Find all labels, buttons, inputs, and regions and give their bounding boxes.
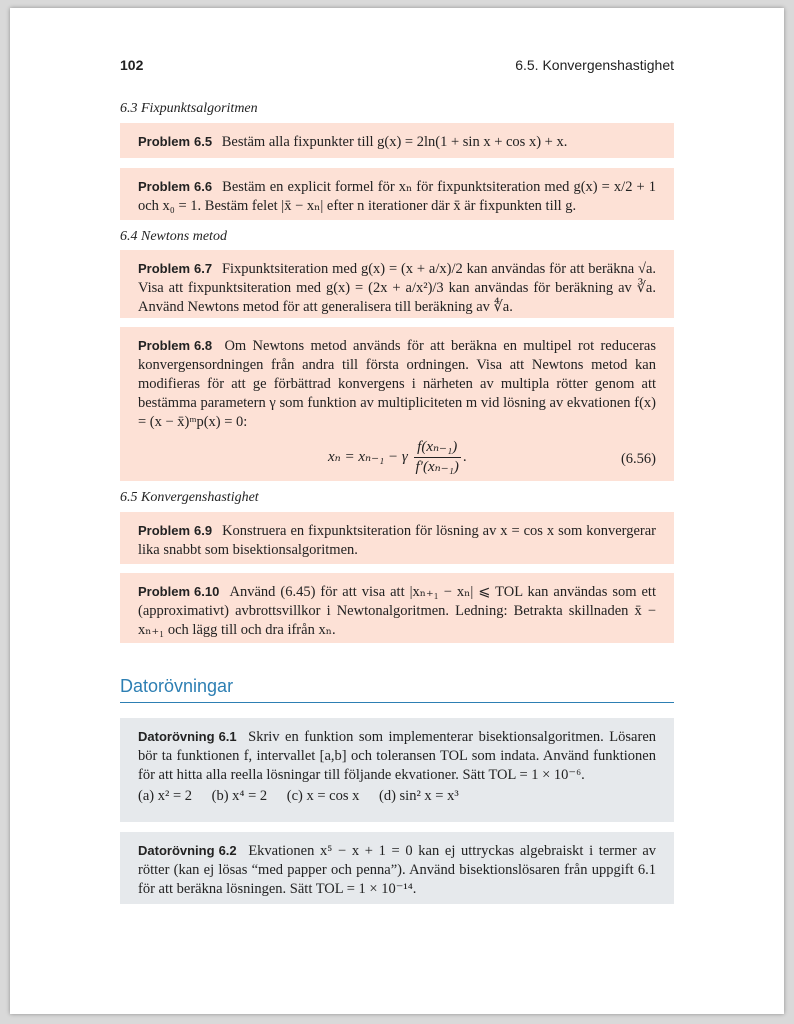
running-title: 6.5. Konvergenshastighet <box>515 57 674 73</box>
problem-6-7 <box>120 250 674 318</box>
problem-text: Bestäm en explicit formel för xₙ för fixpunktsiteration med g(x) = x/2 + 1 och x₀ = 1. Bestäm felet |x̄ − xₙ| efter n iterationer där x̄ är fixpunkten till g. <box>138 179 656 214</box>
equation-number: (6.56) <box>620 451 656 467</box>
option-a: (a) x² = 2 <box>138 788 192 804</box>
option-b: (b) x⁴ = 2 <box>211 788 268 804</box>
problem-6-9 <box>120 512 674 564</box>
problem-text: Använd (6.45) för att visa att |xₙ₊₁ − xₙ| ⩽ TOL kan användas som ett (approximativt) avbrottsvillkor i Newtonalgoritmen. Ledning: Betrakta skillnaden x̄ − xₙ₊₁ och lägg till och dra ifrån xₙ. <box>138 584 656 638</box>
exercise-options <box>138 787 656 806</box>
equation-fraction <box>414 438 461 477</box>
problem-label: Problem 6.10 <box>138 584 220 599</box>
exercise-text: Ekvationen x⁵ − x + 1 = 0 kan ej uttryckas algebraiskt i termer av rötter (kan ej lösas “med papper och penna”). Använd bisektionslösaren från uppgift 6.1 för att beräkna lösningen. Sätt TOL = 1 × 10⁻¹⁴. <box>138 843 656 897</box>
problem-label: Problem 6.7 <box>138 261 213 276</box>
problem-label: Problem 6.6 <box>138 179 213 194</box>
problem-label: Problem 6.9 <box>138 523 213 538</box>
equation-lhs: xₙ = xₙ₋₁ − γ <box>328 448 408 465</box>
problem-text: Om Newtons metod används för att beräkna en multipel rot reduceras konvergensordningen från andra till första ordningen. Visa att Newtons metod kan modifieras för att ge förbättrad konvergens i närheten av multipla rötter genom att bestämma parametern γ som funktion av multipliciteten m vid lösning av ekvationen f(x) = (x − x̄)ᵐp(x) = 0: <box>138 338 656 430</box>
equation-denominator: f′(xₙ₋₁) <box>415 459 459 475</box>
problem-label: Problem 6.8 <box>138 338 213 353</box>
chapter-heading: Datorövningar <box>120 676 674 703</box>
problem-label: Problem 6.5 <box>138 134 213 149</box>
section-heading-6-4: 6.4 Newtons metod <box>120 229 227 244</box>
equation-6-56 <box>138 436 656 482</box>
problem-6-8 <box>120 327 674 481</box>
section-heading-6-3: 6.3 Fixpunktsalgoritmen <box>120 101 258 116</box>
equation-numerator: f(xₙ₋₁) <box>414 438 461 458</box>
section-heading-6-5: 6.5 Konvergenshastighet <box>120 490 259 505</box>
exercise-label: Datorövning 6.1 <box>138 729 237 744</box>
problem-6-6 <box>120 168 674 220</box>
problem-text: Konstruera en fixpunktsiteration för lösning av x = cos x som konvergerar lika snabbt som bisektionsalgoritmen. <box>138 523 657 558</box>
option-d: (d) sin² x = x³ <box>379 788 459 804</box>
option-c: (c) x = cos x <box>286 788 360 804</box>
problem-text: Fixpunktsiteration med g(x) = (x + a/x)/2 kan användas för att beräkna √a. Visa att fixpunktsiteration med g(x) = (2x + a/x²)/3 kan användas för beräkning av ∛a. Använd Newtons metod för att generalisera till beräkning av ∜a. <box>138 261 657 315</box>
running-header <box>120 57 674 77</box>
page-number: 102 <box>120 57 144 73</box>
exercise-label: Datorövning 6.2 <box>138 843 237 858</box>
exercise-6-1 <box>120 718 674 822</box>
problem-6-10 <box>120 573 674 643</box>
problem-6-5 <box>120 123 674 158</box>
equation-tail: . <box>462 448 467 465</box>
exercise-text: Skriv en funktion som implementerar bisektionsalgoritmen. Lösaren bör ta funktionen f, intervallet [a,b] och toleransen TOL som indata. Använd funktionen för att hitta alla reella lösningar till följande ekvationer. Sätt TOL = 1 × 10⁻⁶. <box>138 729 657 783</box>
exercise-6-2 <box>120 832 674 904</box>
problem-text: Bestäm alla fixpunkter till g(x) = 2ln(1 + sin x + cos x) + x. <box>221 134 568 150</box>
